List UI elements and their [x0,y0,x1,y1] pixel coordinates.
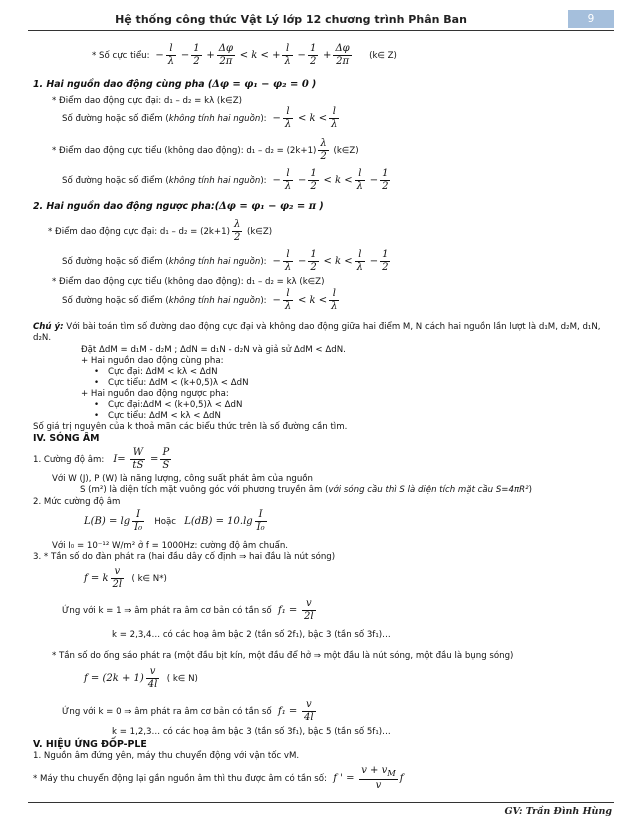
intensity-formula: 1. Cường độ âm: I= $\frac{W}{tS}$ = $\frac{P}{S}$ [33,447,170,471]
s2-max-text: * Điểm dao động cực đại: d₁ – d₂ = (2k+1) $\frac{\lambda}{2}$ (k∈Z) [48,219,273,243]
pipe-k0: Ứng với k = 0 ⇒ âm phát ra âm cơ bản có tần số f₁ = $\frac{v}{4l}$ [62,699,314,723]
header-title: Hệ thống công thức Vật Lý lớp 12 chương trình Phân Ban [115,13,467,26]
level-formula: L(B) = lg $\frac{I}{\text{I₀}}$ Hoặc L(dB) = 10.lg $\frac{I}{\text{I₀}}$ [84,509,265,533]
pipe-k1: k = 1,2,3… có các hoạ âm bậc 3 (tần số 3f₁), bậc 5 (tần số 5f₁)… [112,727,391,737]
min-count-formula: * Số cực tiểu: − $\frac{l}{\lambda}$ − $\frac{1}{2}$ + $\frac{\Delta\varphi}{2\pi}$ < k < + $\frac{l}{\lambda}$ − $\frac{1}{2}$ + $\frac{\Delta\varphi}{2\pi}$ (k∈ Z) [92,43,397,67]
page-number: 9 [568,10,614,28]
note-line6: + Hai nguồn dao động ngược pha: [81,389,229,399]
note-line3: + Hai nguồn dao động cùng pha: [81,356,224,366]
reference-intensity: Với I₀ = 10⁻¹² W/m² ở f = 1000Hz: cường độ âm chuẩn. [52,541,289,551]
page-header [28,10,614,31]
level-label: 2. Mức cường độ âm [33,497,121,507]
min-count-label: * Số cực tiểu: [92,51,150,61]
string-k2: k = 2,3,4… có các hoạ âm bậc 2 (tần số 2f₁), bậc 3 (tần số 3f₁)… [112,630,391,640]
doppler-line1: 1. Nguồn âm đứng yên, máy thu chuyển động với vận tốc vM. [33,751,300,761]
note-line7: • Cực đại:ΔdM < (k+0,5)λ < ΔdN [108,400,242,410]
s1-min-count: Số đường hoặc số điểm (không tính hai nguồn): − $\frac{l}{\lambda}$ − $\frac{1}{2}$ < k < $\frac{l}{\lambda}$ − $\frac{1}{2}$ [62,168,389,192]
note-line4: • Cực đại: ΔdM < kλ < ΔdN [108,367,218,377]
footer-divider [28,802,614,803]
pipe-freq-text: * Tần số do ống sáo phát ra (một đầu bịt kín, một đầu để hở ⇒ một đầu là nút sóng, một đầu là bụng sóng) [52,651,514,661]
note-line8: • Cực tiểu: ΔdM < kλ < ΔdN [108,411,221,421]
section-1-title: 1. Hai nguồn dao động cùng pha (Δφ = φ₁ − φ₂ = 0 ) [33,79,317,90]
string-freq-formula: f = k $\frac{v}{2l}$ ( k∈ N*) [84,566,167,590]
section-4-title: IV. SÓNG ÂM [33,433,100,444]
s2-min-text: * Điểm dao động cực tiểu (không dao động): d₁ – d₂ = kλ (k∈Z) [52,277,325,287]
intensity-where2: S (m²) là diện tích mặt vuông góc với phương truyền âm (với sóng cầu thì S là diện tích mặt cầu S=4πR²) [80,485,532,495]
note-line1b: d₂N. [33,333,52,343]
note-line2: Đặt ΔdM = d₁M - d₂M ; ΔdN = d₁N - d₂N và giả sử ΔdM < ΔdN. [81,345,346,355]
doppler-line2: * Máy thu chuyển động lại gần nguồn âm thì thu được âm có tần số: f ' = $\frac{v + v_M}{v}$ f [33,765,404,791]
s1-max-count: Số đường hoặc số điểm (không tính hai nguồn): − $\frac{l}{\lambda}$ < k < $\frac{l}{\lambda}$ [62,106,338,130]
note-line1: Chú ý: Với bài toán tìm số đường dao động cực đại và không dao động giữa hai điểm M, N cách hai nguồn lần lượt là d₁M, d₂M, d₁N, [33,322,601,332]
note-line9: Số giá trị nguyên của k thoả mãn các biểu thức trên là số đường cần tìm. [33,422,348,432]
string-k1: Ứng với k = 1 ⇒ âm phát ra âm cơ bản có tần số f₁ = $\frac{v}{2l}$ [62,598,314,622]
section-5-title: V. HIỆU ỨNG ĐỐP-PLE [33,739,147,750]
s2-max-count: Số đường hoặc số điểm (không tính hai nguồn): − $\frac{l}{\lambda}$ − $\frac{1}{2}$ < k < $\frac{l}{\lambda}$ − $\frac{1}{2}$ [62,249,389,273]
note-line5: • Cực tiểu: ΔdM < (k+0,5)λ < ΔdN [108,378,249,388]
s1-min-text: * Điểm dao động cực tiểu (không dao động): d₁ – d₂ = (2k+1) $\frac{\lambda}{2}$ (k∈Z) [52,138,359,162]
section-2-title: 2. Hai nguồn dao động ngược pha:(Δφ = φ₁ − φ₂ = π ) [33,201,324,212]
string-freq-text: 3. * Tần số do đàn phát ra (hai đầu dây cố định ⇒ hai đầu là nút sóng) [33,552,336,562]
pipe-freq-formula: f = (2k + 1) $\frac{v}{4l}$ ( k∈ N) [84,666,198,690]
min-count-domain: (k∈ Z) [369,51,397,61]
s1-max-text: * Điểm dao động cực đại: d₁ – d₂ = kλ (k∈Z) [52,96,242,106]
footer-author: GV: Trần Đình Hùng [504,806,612,817]
s2-min-count: Số đường hoặc số điểm (không tính hai nguồn): − $\frac{l}{\lambda}$ < k < $\frac{l}{\lambda}$ [62,288,338,312]
intensity-where1: Với W (J), P (W) là năng lượng, công suất phát âm của nguồn [52,474,313,484]
